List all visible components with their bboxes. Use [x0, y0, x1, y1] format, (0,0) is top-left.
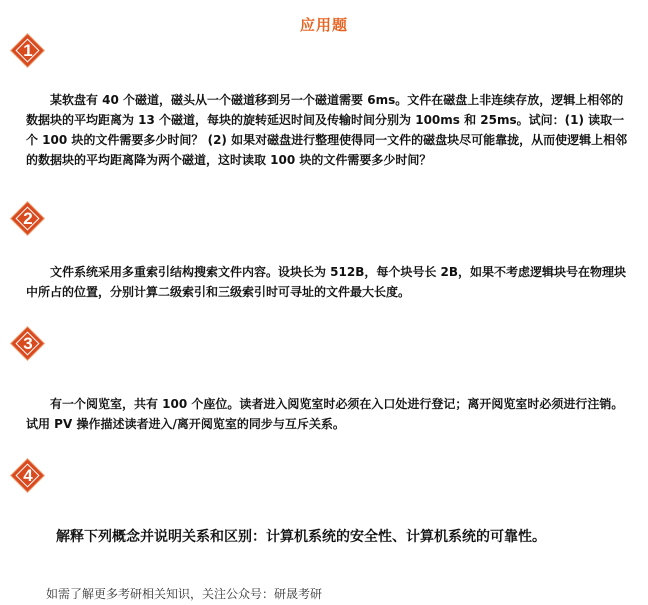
- question-2-text: 文件系统采用多重索引结构搜索文件内容。设块长为 512B，每个块号长 2B，如果不考虑逻辑块号在物理块中所占的位置，分别计算二级索引和三级索引时可寻址的文件最大长度。: [26, 265, 627, 299]
- footer-note: 如需了解更多考研相关知识，关注公众号：研晟考研: [46, 587, 323, 601]
- page-title: 应用题: [299, 16, 348, 34]
- question-number: 4: [23, 466, 33, 485]
- question-number: 3: [23, 334, 33, 353]
- question-number-badge-2: [10, 201, 46, 237]
- question-number: 2: [23, 209, 33, 228]
- question-number-badge-4: [10, 458, 46, 494]
- question-4-text: 解释下列概念并说明关系和区别：计算机系统的安全性、计算机系统的可靠性。: [56, 529, 546, 545]
- question-3-text: 有一个阅览室，共有 100 个座位。读者进入阅览室时必须在入口处进行登记；离开阅览室时必须进行注销。试用 PV 操作描述读者进入/离开阅览室的同步与互斥关系。: [26, 397, 624, 431]
- question-number-badge-3: [10, 326, 46, 362]
- question-1-text: 某软盘有 40 个磁道，磁头从一个磁道移到另一个磁道需要 6ms。文件在磁盘上非连续存放，逻辑上相邻的数据块的平均距离为 13 个磁道，每块的旋转延迟时间及传输时间分别为 100ms 和 25ms。试问：(1) 读取一个 100 块的文件需要多少时间？ (2) 如果对磁盘进行整理使得同一文件的磁盘块尽可能靠拢，从而使逻辑上相邻的数据块的平均距离降为两个磁道，这时读取 100 块的文件需要多少时间？: [26, 93, 628, 167]
- question-number: 1: [23, 41, 33, 60]
- question-number-badge-1: [10, 33, 46, 69]
